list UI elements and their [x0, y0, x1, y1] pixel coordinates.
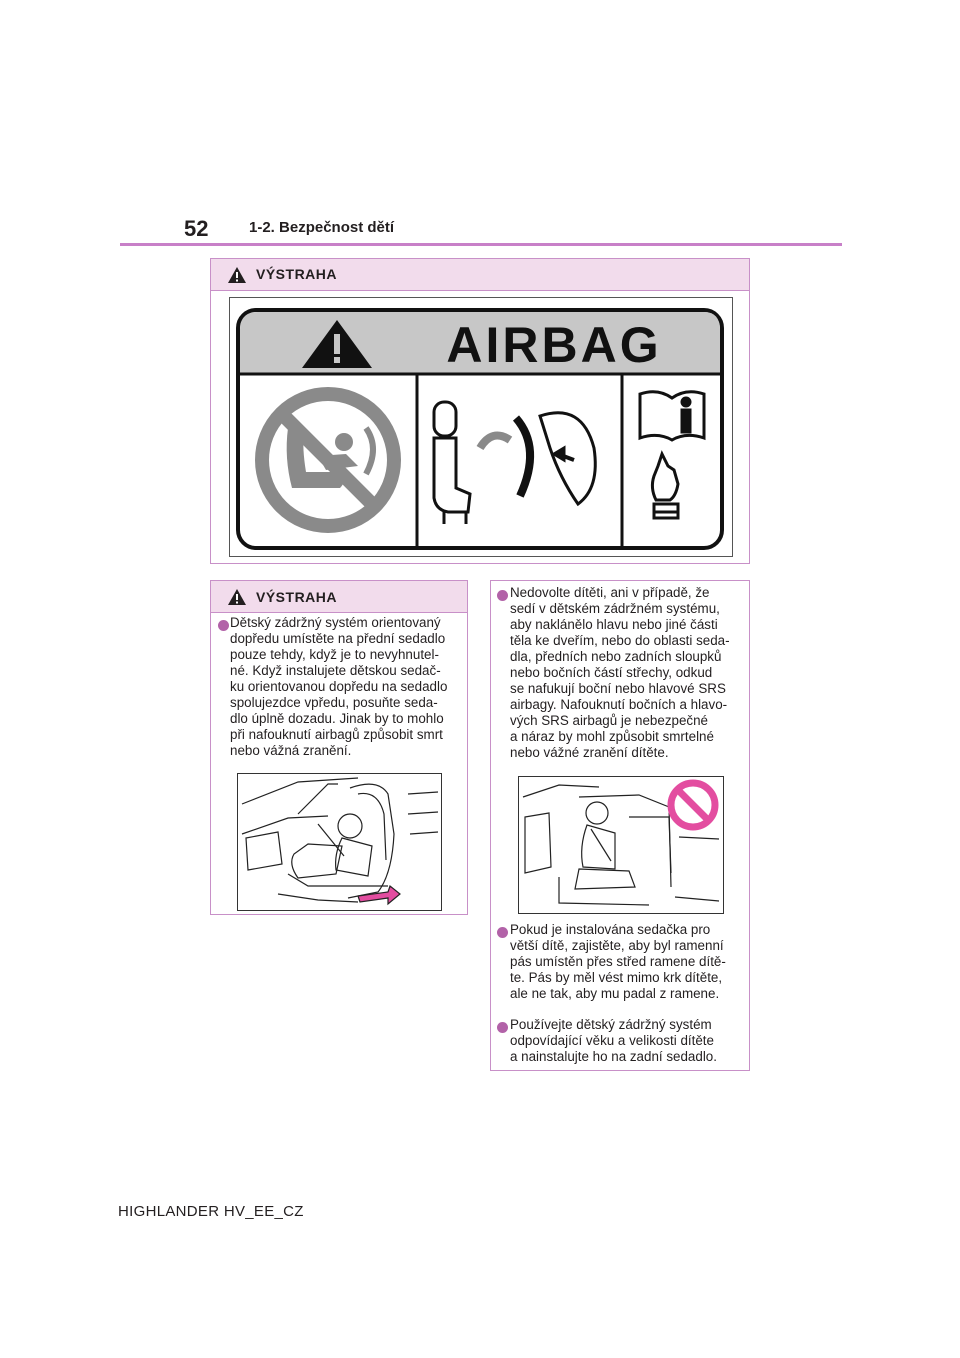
footer-model: HIGHLANDER HV_EE_CZ: [118, 1203, 304, 1220]
paragraph-line: nebo bočních částí střechy, odkud: [510, 665, 713, 680]
warning-header: [211, 581, 467, 613]
paragraph-line: sedí v dětském zádržném systému,: [510, 601, 720, 616]
warning-paragraph: [510, 922, 726, 1002]
warning-title: VÝSTRAHA: [256, 266, 338, 282]
child-rear-seat-illustration: [518, 776, 724, 914]
paragraph-line: Dětský zádržný systém orientovaný: [230, 615, 441, 630]
paragraph-line: pás umístěn přes střed ramene dítě-: [510, 954, 726, 969]
paragraph-line: Pokud je instalována sedačka pro: [510, 922, 711, 937]
paragraph-line: né. Když instalujete dětskou sedač-: [230, 663, 441, 678]
warning-paragraph: [230, 615, 447, 759]
paragraph-line: nebo vážné zranění dítěte.: [510, 745, 669, 760]
paragraph-line: těla ke dveřím, nebo do oblasti seda-: [510, 633, 730, 648]
prohibited-icon: [671, 783, 715, 827]
paragraph-line: vých SRS airbagů je nebezpečné: [510, 713, 709, 728]
paragraph-line: spolujezdce vpředu, posuňte seda-: [230, 695, 438, 710]
warning-box-rear-seat: [490, 580, 750, 1071]
section-title: 1-2. Bezpečnost dětí: [249, 219, 395, 236]
paragraph-line: a nainstalujte ho na zadní sedadlo.: [510, 1049, 717, 1064]
paragraph-line: větší dítě, zajistěte, aby byl ramenní: [510, 938, 724, 953]
paragraph-line: dla, předních nebo zadních sloupků: [510, 649, 722, 664]
paragraph-line: pouze tehdy, když je to nevyhnutel-: [230, 647, 439, 662]
paragraph-line: Nedovolte dítěti, ani v případě, že: [510, 585, 710, 600]
airbag-label-illustration: [229, 297, 733, 557]
paragraph-line: dlo úplně dozadu. Jinak by to mohlo: [230, 711, 444, 726]
page-number: 52: [184, 216, 209, 241]
paragraph-line: aby naklánělo hlavu nebo jiné části: [510, 617, 718, 632]
paragraph-line: odpovídající věku a velikosti dítěte: [510, 1033, 714, 1048]
bullet-icon: [218, 620, 229, 631]
bullet-icon: [497, 1022, 508, 1033]
paragraph-line: a náraz by mohl způsobit smrtelné: [510, 729, 714, 744]
warning-box-front-seat: [210, 580, 468, 915]
paragraph-line: nebo vážná zranění.: [230, 743, 352, 758]
warning-box-airbag-label: [210, 258, 750, 564]
airbag-word: AIRBAG: [446, 317, 662, 373]
paragraph-line: ale ne tak, aby mu padal z ramene.: [510, 986, 720, 1001]
child-seat-front-illustration: [237, 773, 442, 911]
warning-triangle-icon: [227, 588, 247, 606]
paragraph-line: při nafouknutí airbagů způsobit smrt: [230, 727, 443, 742]
warning-paragraph: [510, 1017, 717, 1065]
warning-triangle-icon: [227, 266, 247, 284]
bullet-icon: [497, 590, 508, 601]
paragraph-line: dopředu umístěte na přední sedadlo: [230, 631, 446, 646]
paragraph-line: airbagy. Nafouknutí bočních a hlavo-: [510, 697, 728, 712]
bullet-icon: [497, 927, 508, 938]
paragraph-line: ku orientovanou dopředu na sedadlo: [230, 679, 448, 694]
warning-title: VÝSTRAHA: [256, 589, 338, 605]
paragraph-line: te. Pás by měl vést mimo krk dítěte,: [510, 970, 723, 985]
paragraph-line: se nafukují boční nebo hlavové SRS: [510, 681, 726, 696]
paragraph-line: Používejte dětský zádržný systém: [510, 1017, 712, 1032]
warning-paragraph: [510, 585, 730, 761]
header-rule: [120, 243, 842, 246]
warning-header: [211, 259, 749, 291]
